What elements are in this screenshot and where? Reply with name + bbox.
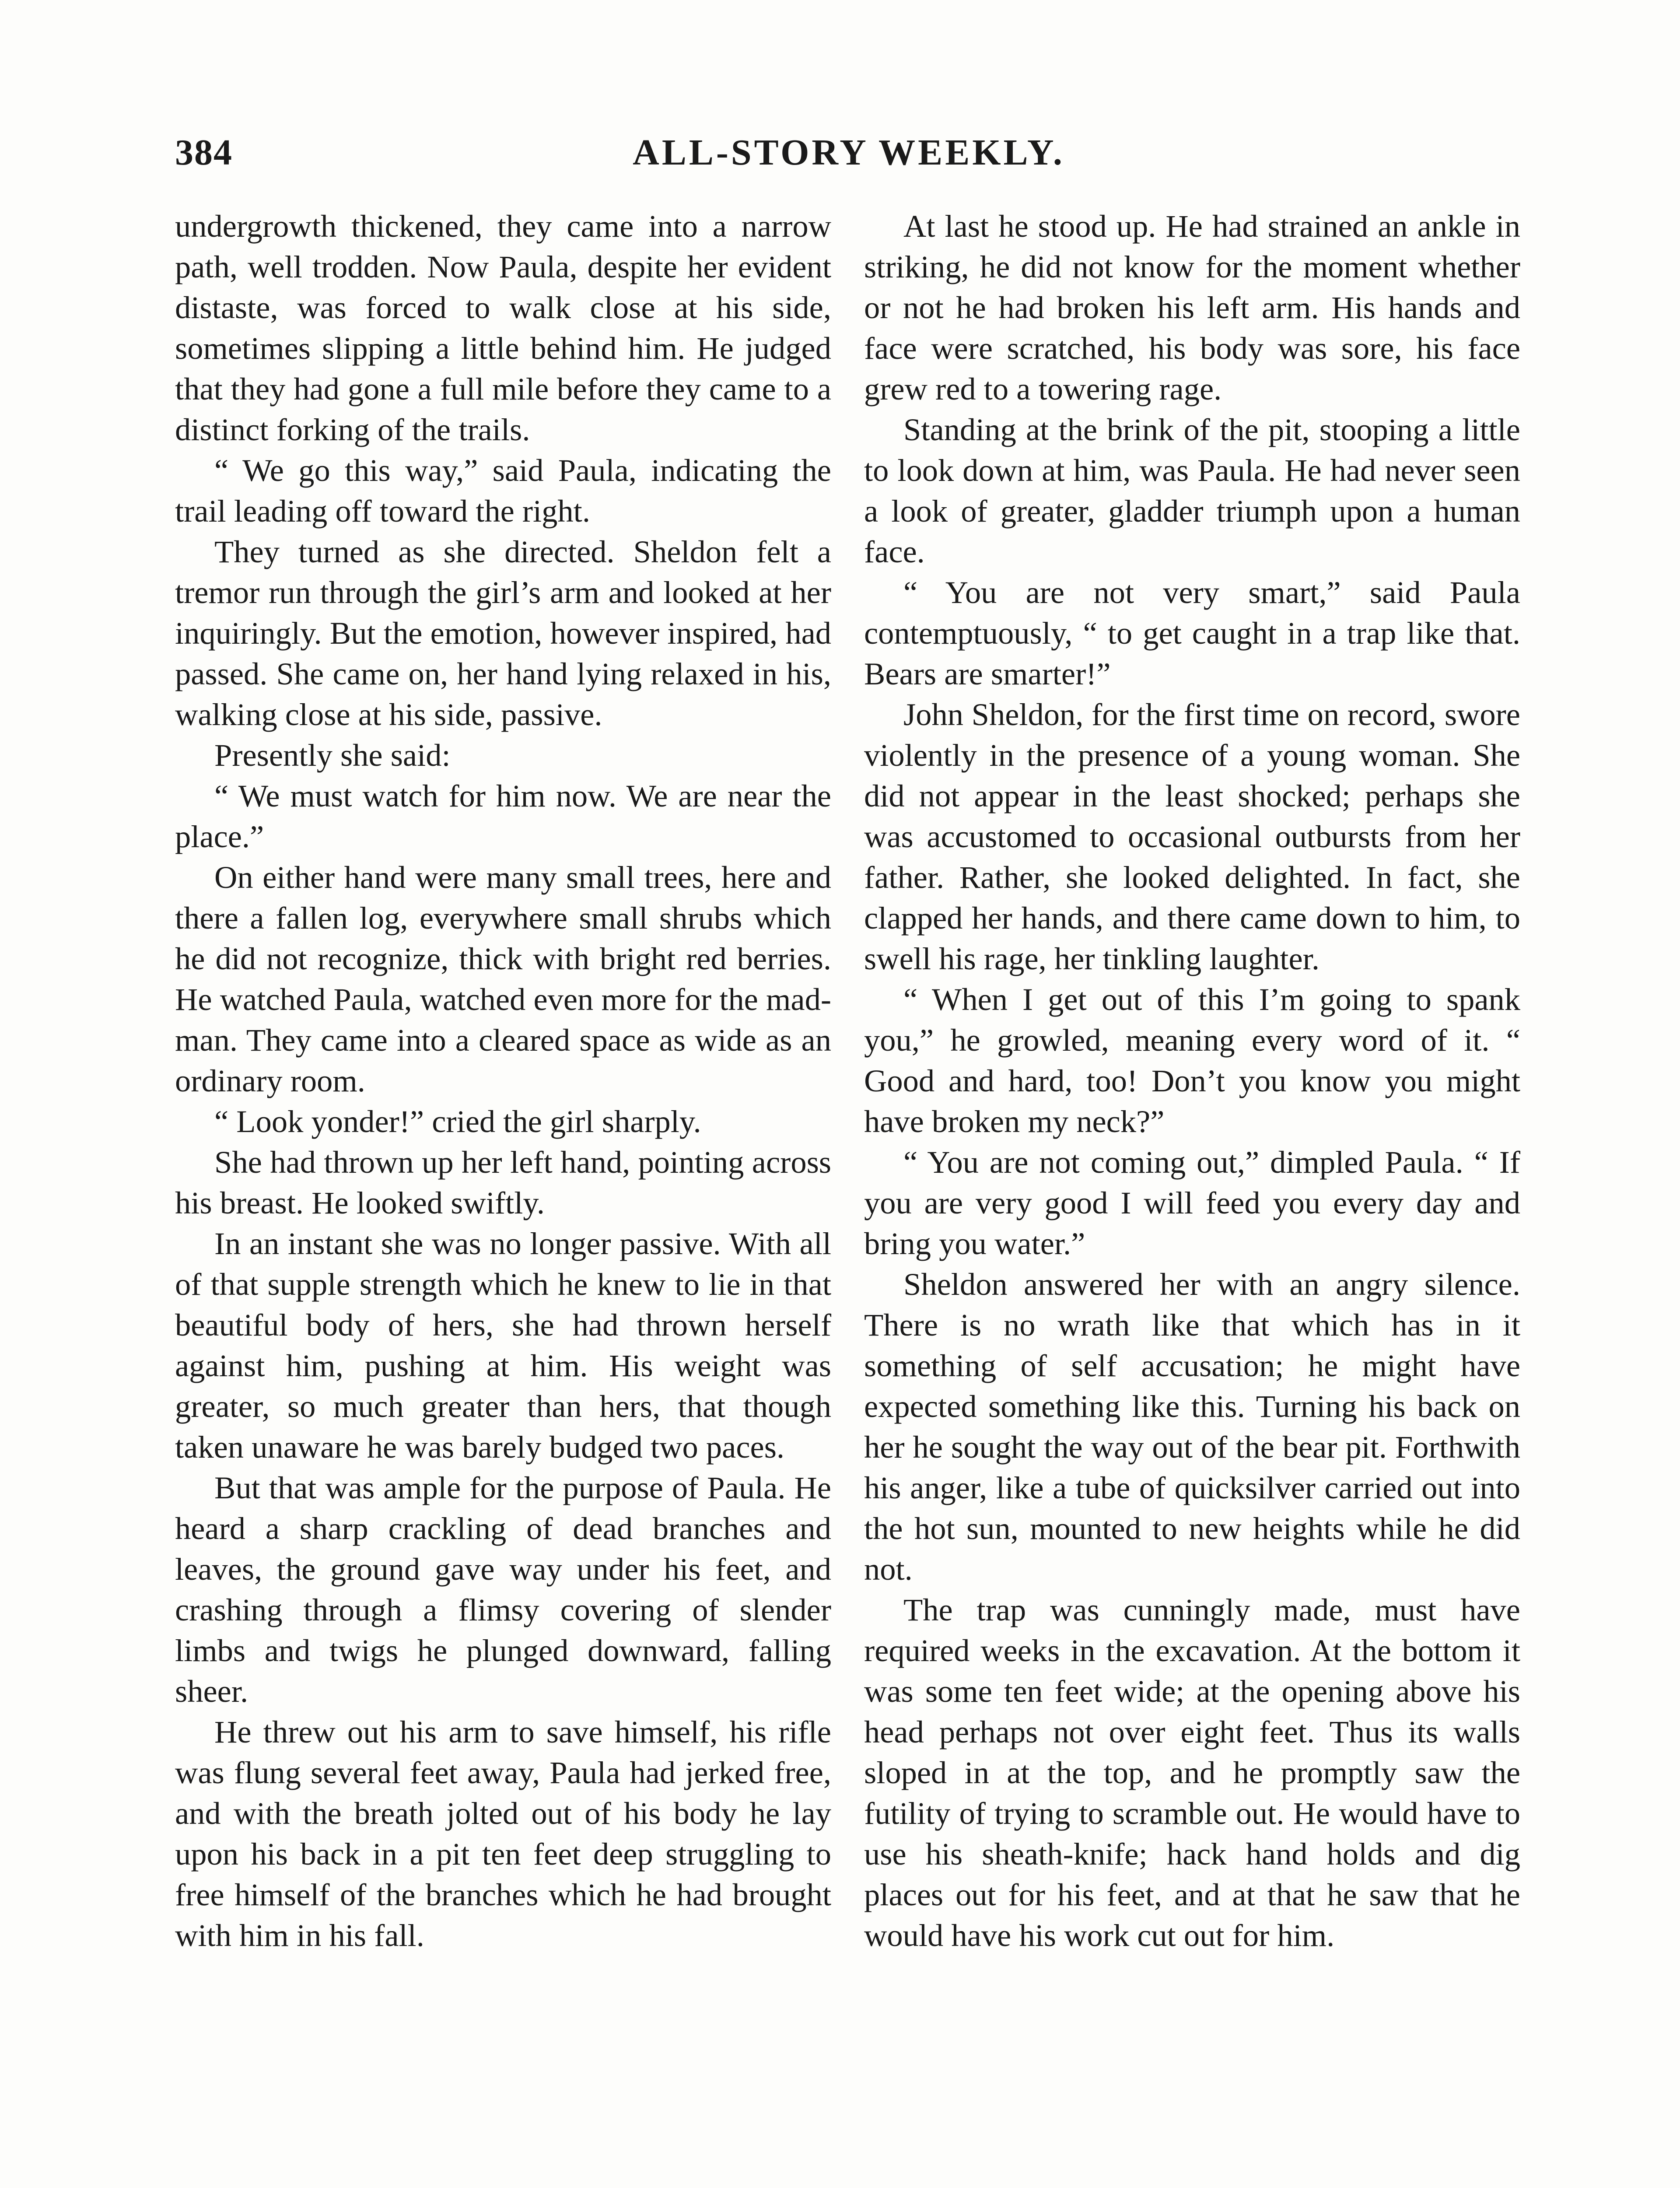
page-number: 384 [175, 132, 233, 173]
paragraph: In an instant she was no longer passive. With all of that supple strength which he knew to lie in that beautiful body of hers, she had thrown herself against him, pushing at him. His weight was greater, so much greater than hers, that though taken unaware he was barely budged two paces. [175, 1226, 831, 1465]
paragraph: “ You are not coming out,” dimpled Paula. “ If you are very good I will feed you every day and bring you water.” [864, 1144, 1520, 1261]
left-column [175, 206, 831, 1956]
paragraph: At last he stood up. He had strained an ankle in striking, he did not know for the moment whether or not he had broken his left arm. His hands and face were scratched, his body was sore, his face grew red to a towering rage. [864, 208, 1520, 407]
paragraph: She had thrown up her left hand, pointing across his breast. He looked swiftly. [175, 1144, 831, 1220]
paragraph: undergrowth thickened, they came into a narrow path, well trodden. Now Paula, despite her evident distaste, was forced to walk close at his side, sometimes slipping a little behind him. He judged that they had gone a full mile before they came to a distinct forking of the trails. [175, 208, 831, 447]
paragraph: “ You are not very smart,” said Paula contemptuously, “ to get caught in a trap like that. Bears are smarter!” [864, 575, 1520, 691]
running-head: ALL-STORY WEEKLY. [633, 132, 1065, 173]
paragraph: John Sheldon, for the first time on record, swore violently in the presence of a young woman. She did not appear in the least shocked; perhaps she was accustomed to occasional outbursts from her father. Rather, she looked delighted. In fact, she clapped her hands, and there came down to him, to swell his rage, her tinkling laughter. [864, 697, 1520, 976]
paragraph: Sheldon answered her with an angry silence. There is no wrath like that which has in it something of self accusation; he might have expected something like this. Turning his back on her he sought the way out of the bear pit. Forthwith his anger, like a tube of quicksilver carried out into the hot sun, mounted to new heights while he did not. [864, 1266, 1520, 1587]
paragraph: Standing at the brink of the pit, stooping a little to look down at him, was Paula. He had never seen a look of greater, gladder triumph upon a human face. [864, 412, 1520, 569]
paragraph: Presently she said: [214, 737, 451, 773]
paragraph: “ We must watch for him now. We are near the place.” [175, 778, 831, 854]
page-header [175, 131, 1522, 179]
paragraph: “ Look yonder!” cried the girl sharply. [214, 1104, 701, 1139]
paragraph: But that was ample for the purpose of Paula. He heard a sharp crackling of dead branches and leaves, the ground gave way under his feet, and crashing through a flimsy covering of slender limbs and twigs he plunged downward, falling sheer. [175, 1470, 831, 1709]
right-column [864, 206, 1520, 1956]
paragraph: “ We go this way,” said Paula, indicating the trail leading off toward the right. [175, 452, 831, 529]
paragraph: They turned as she directed. Sheldon felt a tremor run through the girl’s arm and looked at her inquiringly. But the emotion, however inspired, had passed. She came on, her hand lying relaxed in his, walking close at his side, passive. [175, 534, 831, 732]
paragraph: On either hand were many small trees, here and there a fallen log, everywhere small shrubs which he did not recognize, thick with bright red berries. He watched Paula, watched even more for the madman. They came into a cleared space as wide as an ordinary room. [175, 859, 831, 1098]
paragraph: The trap was cunningly made, must have required weeks in the excavation. At the bottom it was some ten feet wide; at the opening above his head perhaps not over eight feet. Thus its walls sloped in at the top, and he promptly saw the futility of trying to scramble out. He would have to use his sheath-knife; hack hand holds and dig places out for his feet, and at that he saw that he would have his work cut out for him. [864, 1592, 1520, 1953]
paragraph: He threw out his arm to save himself, his rifle was flung several feet away, Paula had jerked free, and with the breath jolted out of his body he lay upon his back in a pit ten feet deep struggling to free himself of the branches which he had brought with him in his fall. [175, 1714, 831, 1953]
paragraph: “ When I get out of this I’m going to spank you,” he growled, meaning every word of it. “ Good and hard, too! Don’t you know you might have broken my neck?” [864, 982, 1520, 1139]
